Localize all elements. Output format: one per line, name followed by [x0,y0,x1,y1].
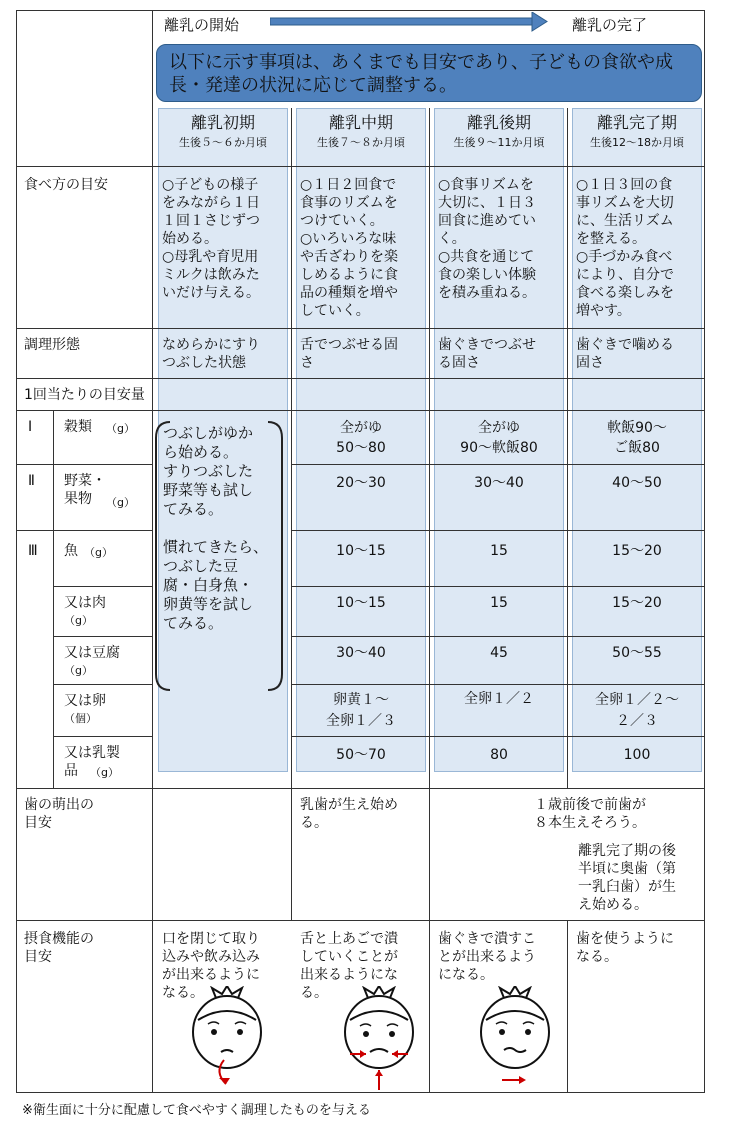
row-divider-tofu [53,636,153,637]
fish-mid: 10～15 [336,543,386,559]
how-to-eat-late: ○食事リズムを 大切に、１日３ 回食に進めてい く。 ○共食を通じて 食の楽しい体験 を積み重ねる。 [438,177,536,301]
row-divider-veg [16,464,153,465]
col-divider-2 [291,108,292,920]
group-unit-veg: （g） [106,496,135,509]
row-divider-veg-r [291,464,705,465]
row-divider-egg [53,684,153,685]
group-label-tofu: 又は豆腐 [64,645,120,661]
function-complete: 歯を使うように なる。 [576,931,674,965]
cooking-form-early: なめらかにすり つぶした状態 [162,337,260,371]
row-divider-function [16,920,705,921]
baby-face-tongue-mashing-illustration [338,986,420,1096]
cooking-form-complete: 歯ぐきで噛める 固さ [576,337,674,371]
row-divider-cooking [16,328,705,329]
row-divider-grains [16,410,705,411]
group-num-2: Ⅱ [28,473,35,489]
row-divider-egg-r [291,684,705,685]
group-unit-fish: （g） [84,546,113,559]
how-to-eat-early: ○子どもの様子 をみながら１日 １回１さじずつ 始める。 ○母乳や育児用 ミルクは飲みた いだけ与える。 [162,177,260,301]
teeth-late: １歳前後で前歯が ８本生えそろう。 [534,797,646,831]
group-unit-meat: （g） [64,614,93,627]
veg-complete: 40～50 [612,475,662,491]
footnote: ※衛生面に十分に配慮して食べやすく調理したものを与える [22,1103,371,1118]
row-label-teeth: 歯の萌出の 目安 [24,797,94,831]
notice-text: 以下に示す事項は、あくまでも目安であり、子どもの食欲や成長・発達の状況に応じて調整する。 [169,52,673,96]
row-divider-permeal [16,378,705,379]
egg-complete: 全卵１／２～ ２／３ [595,692,679,729]
group-label-veg: 野菜・ 果物 [64,473,106,507]
row-divider-fish [16,530,153,531]
stage-name-complete: 離乳完了期 [596,113,677,132]
table-border-right [704,10,705,1092]
meat-complete: 15～20 [612,595,662,611]
notice-banner [156,44,702,102]
group-num-3: Ⅲ [28,543,38,559]
stage-age-late: 生後９～11か月頃 [453,136,545,149]
group-unit-dairy: （g） [90,766,119,779]
row-label-per-meal: 1回当たりの目安量 [24,387,145,403]
row-divider-stages [16,166,705,167]
dairy-complete: 100 [623,747,651,763]
fish-late: 15 [490,543,508,559]
row-label-eating-function: 摂食機能の 目安 [24,931,94,965]
fish-complete: 15～20 [612,543,662,559]
row-label-cooking-form: 調理形態 [24,337,80,353]
grains-complete: 軟飯90～ ご飯80 [607,420,667,456]
tofu-mid: 30～40 [336,645,386,661]
stage-age-mid: 生後７～８か月頃 [317,136,405,149]
function-late: 歯ぐきで潰すこ とが出来るよう になる。 [438,931,536,983]
group-unit-grains: （g） [106,422,135,435]
table-border-top [16,10,705,11]
num-col-divider [53,410,54,788]
group-label-egg: 又は卵 [64,693,106,709]
stage-age-complete: 生後12～18か月頃 [590,136,684,149]
egg-mid: 卵黄１～ 全卵１／３ [326,692,396,729]
function-early: 口を閉じて取り 込みや飲み込み が出来るように なる。 [162,931,260,1001]
how-to-eat-complete: ○１日３回の食 事リズムを大切 に、生活リズム を整える。 ○手づかみ食べ により、自分で 食べる楽しみを 増やす。 [576,177,674,319]
weaning-start-label: 離乳の開始 [164,16,240,34]
dairy-late: 80 [490,747,508,763]
grains-mid: 全がゆ 50～80 [336,420,386,456]
col-divider-4b [567,920,568,1092]
tofu-complete: 50～55 [612,645,662,661]
teeth-mid: 乳歯が生え始め る。 [300,797,398,831]
grains-late: 全がゆ 90～軟飯80 [460,420,538,456]
how-to-eat-mid: ○１日２回食で 食事のリズムを つけていく。 ○いろいろな味 や舌ざわりを楽 しめるように食 品の種類を増や していく。 [300,177,398,319]
row-label-how-to-eat: 食べ方の目安 [24,177,108,193]
table-border-left [16,10,17,1092]
row-divider-meat-r [291,586,705,587]
dairy-mid: 50～70 [336,747,386,763]
row-divider-meat [53,586,153,587]
group-label-grains: 穀類 [64,419,92,435]
col-divider-3 [429,108,430,1092]
baby-face-closing-mouth-illustration [186,986,268,1088]
meat-mid: 10～15 [336,595,386,611]
progress-arrow [270,12,548,32]
row-divider-dairy [53,736,153,737]
function-mid: 舌と上あごで潰 していくことが 出来るようにな る。 [300,931,398,1001]
group-unit-egg: （個） [64,712,97,725]
tofu-late: 45 [490,645,508,661]
stage-name-early: 離乳初期 [190,113,255,132]
stage-age-early: 生後５～６か月頃 [179,136,267,149]
veg-late: 30～40 [474,475,524,491]
row-divider-teeth [16,788,705,789]
row-divider-dairy-r [291,736,705,737]
group-label-fish: 魚 [64,543,78,559]
group-unit-tofu: （g） [64,664,93,677]
stage-name-mid: 離乳中期 [328,113,393,132]
egg-late: 全卵１／２ [464,691,534,707]
row-divider-tofu-r [291,636,705,637]
col-divider-4 [567,108,568,788]
group-label-dairy: 又は乳製 品 [64,745,120,779]
baby-face-gum-mashing-illustration [474,986,556,1090]
weaning-end-label: 離乳の完了 [572,16,648,34]
group-label-meat: 又は肉 [64,595,106,611]
row-divider-fish-r [291,530,705,531]
cooking-form-mid: 舌でつぶせる固 さ [300,337,398,371]
stage-name-late: 離乳後期 [466,113,531,132]
veg-mid: 20～30 [336,475,386,491]
early-stage-note: つぶしがゆか ら始める。 すりつぶした 野菜等も試し てみる。 慣れてきたら、 つぶした豆 腐・白身魚・ 卵黄等を試し てみる。 [163,424,269,632]
teeth-complete: 離乳完了期の後 半頃に奥歯（第 一乳臼歯）が生 え始める。 [578,843,676,913]
group-num-1: Ⅰ [28,419,33,435]
cooking-form-late: 歯ぐきでつぶせ る固さ [438,337,536,371]
meat-late: 15 [490,595,508,611]
